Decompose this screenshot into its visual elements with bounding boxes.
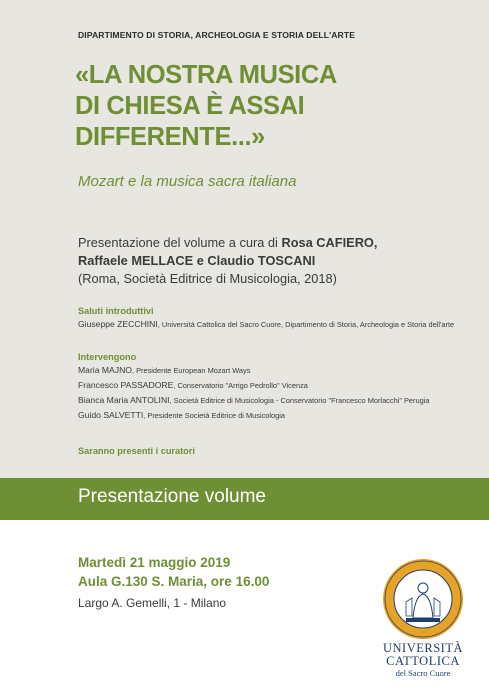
event-place: Aula G.130 S. Maria, ore 16.00: [78, 574, 270, 589]
logo-line-2: CATTOLICA: [386, 654, 460, 668]
closing-note: Saranno presenti i curatori: [78, 446, 195, 456]
seal-base: [406, 618, 440, 622]
title-line-2: DI CHIESA È ASSAI: [75, 92, 305, 120]
speaker-affiliation: , Conservatorio "Arrigo Pedrollo" Vicenza: [173, 381, 308, 390]
event-details: [78, 553, 348, 613]
speaker-name: Guido SALVETTI: [78, 410, 144, 420]
event-date: Martedì 21 maggio 2019: [78, 555, 231, 570]
curators-line-2: Raffaele MELLACE e Claudio TOSCANI: [78, 253, 316, 268]
banner: [0, 478, 489, 520]
university-seal-logo: [382, 558, 464, 640]
speaker-affiliation: , Società Editrice di Musicologia - Conservatorio "Francesco Morlacchi" Perugia: [169, 396, 430, 405]
banner-title: Presentazione volume: [78, 486, 266, 507]
speakers-heading: Intervengono: [78, 352, 137, 362]
department-name: DIPARTIMENTO DI STORIA, ARCHEOLOGIA E STORIA DELL'ARTE: [78, 30, 356, 40]
presentation-line-1: [78, 234, 478, 252]
speaker-entry: [78, 379, 473, 392]
greetings-name: Giuseppe ZECCHINI: [78, 319, 158, 329]
event-subtitle: Mozart e la musica sacra italiana: [78, 173, 297, 190]
speaker-name: Francesco PASSADORE: [78, 380, 174, 390]
presentation-info: [78, 234, 478, 288]
greetings-entry: [78, 318, 473, 331]
greetings-affiliation: , Università Cattolica del Sacro Cuore, Dipartimento di Storia, Archeologia e Storia dell'arte: [157, 320, 455, 329]
speaker-entry: [78, 409, 473, 422]
speaker-affiliation: , Presidente European Mozart Ways: [131, 366, 251, 375]
speaker-name: Maria MAJNO: [78, 365, 132, 375]
logo-line-3: del Sacro Cuore: [395, 668, 451, 678]
event-title: [75, 60, 475, 153]
curator-1: Rosa CAFIERO,: [281, 235, 378, 250]
title-line-3: DIFFERENTE...»: [75, 123, 265, 151]
greetings-section: [78, 306, 473, 331]
speaker-entry: [78, 394, 473, 407]
speaker-entry: [78, 364, 473, 377]
university-logo-text: [383, 642, 463, 679]
greetings-heading: Saluti introduttivi: [78, 306, 154, 316]
speakers-section: [78, 352, 473, 422]
event-address: Largo A. Gemelli, 1 - Milano: [78, 596, 227, 610]
presentation-intro: Presentazione del volume a cura di: [78, 235, 282, 250]
title-line-1: «LA NOSTRA MUSICA: [75, 61, 337, 89]
logo-line-1: UNIVERSITÀ: [383, 641, 463, 655]
speaker-affiliation: , Presidente Società Editrice di Musicologia: [143, 411, 286, 420]
publisher-info: (Roma, Società Editrice di Musicologia, 2018): [78, 271, 337, 286]
speaker-name: Bianca Maria ANTOLINI: [78, 395, 170, 405]
